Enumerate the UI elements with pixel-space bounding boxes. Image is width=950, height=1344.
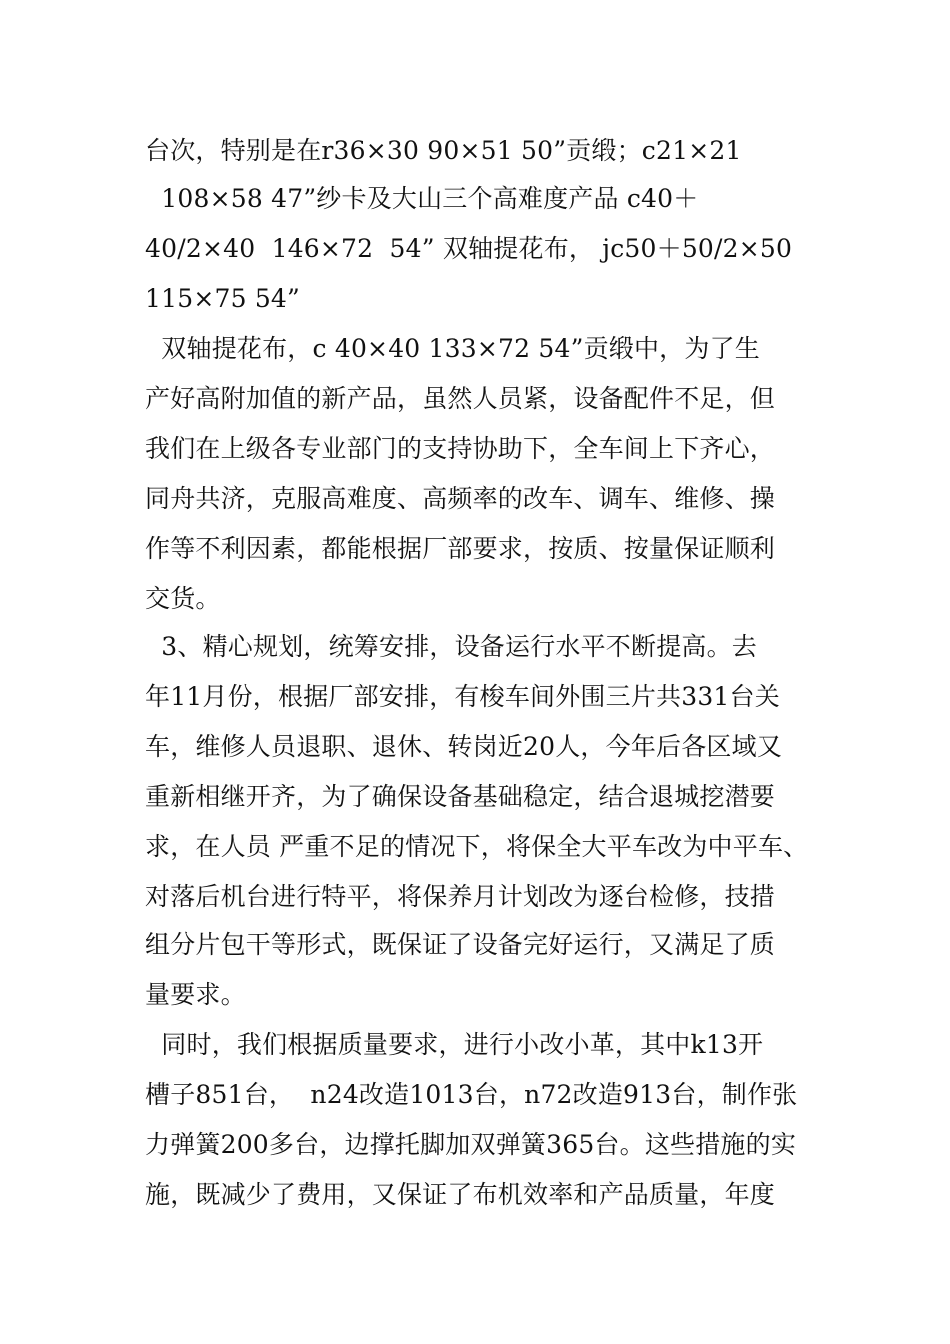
text-line-19: 同时，我们根据质量要求，进行小改小革，其中k13开 [145,1030,764,1059]
text-line-8: 同舟共济，克服高难度、高频率的改车、调车、维修、操 [145,484,776,513]
text-line-20: 槽子851台， n24改造1013台，n72改造913台，制作张 [145,1080,798,1109]
text-line-4: 115×75 54” [145,284,301,313]
text-line-22: 施，既减少了费用，又保证了布机效率和产品质量，年度 [145,1180,776,1209]
text-line-3: 40/2×40 146×72 54” 双轴提花布， jc50＋50/2×50 [145,234,793,263]
text-line-14: 重新相继开齐，为了确保设备基础稳定，结合退城挖潜要 [145,782,776,811]
text-line-11: 3、精心规划，统筹安排，设备运行水平不断提高。去 [145,632,758,661]
text-line-18: 量要求。 [145,980,246,1009]
text-line-10: 交货。 [145,584,221,613]
text-line-1: 台次，特别是在r36×30 90×51 50”贡缎；c21×21 [145,136,742,165]
text-line-21: 力弹簧200多台，边撑托脚加双弹簧365台。这些措施的实 [145,1130,797,1159]
text-line-7: 我们在上级各专业部门的支持协助下，全车间上下齐心， [145,434,776,463]
text-line-16: 对落后机台进行特平，将保养月计划改为逐台检修，技措 [145,882,776,911]
text-line-5: 双轴提花布，c 40×40 133×72 54”贡缎中，为了生 [145,334,760,363]
text-line-9: 作等不利因素，都能根据厂部要求，按质、按量保证顺利 [145,534,776,563]
text-line-15: 求，在人员 严重不足的情况下，将保全大平车改为中平车、 [145,832,809,861]
text-line-2: 108×58 47”纱卡及大山三个高难度产品 c40＋ [145,184,699,213]
text-line-12: 年11月份，根据厂部安排，有梭车间外围三片共331台关 [145,682,780,711]
text-line-13: 车，维修人员退职、退休、转岗近20人，今年后各区域又 [145,732,783,761]
text-line-17: 组分片包干等形式，既保证了设备完好运行，又满足了质 [145,930,776,959]
text-line-6: 产好高附加值的新产品，虽然人员紧，设备配件不足，但 [145,384,776,413]
